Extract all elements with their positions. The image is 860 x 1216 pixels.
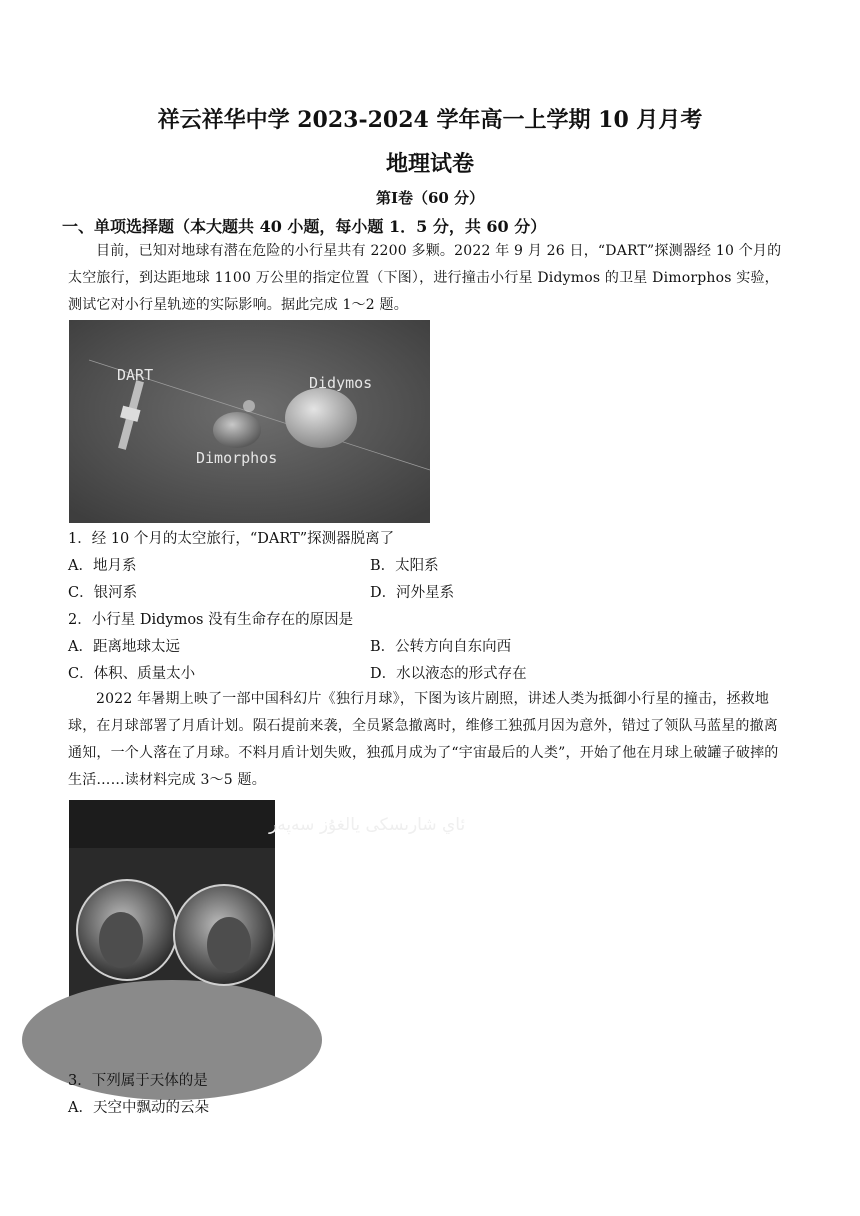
q1-option-c[interactable]: C．银河系 <box>68 585 138 601</box>
section-heading: 一、单项选择题（本大题共 40 小题，每小题 1．5 分，共 60 分） <box>62 217 547 236</box>
q1-option-d[interactable]: D．河外星系 <box>370 585 455 601</box>
dart-figure <box>69 320 430 523</box>
q2-option-c[interactable]: C．体积、质量太小 <box>68 666 196 682</box>
q2-option-b[interactable]: B．公转方向自东向西 <box>370 639 512 655</box>
exam-subject: 地理试卷 <box>385 151 474 177</box>
q1-option-a[interactable]: A．地月系 <box>68 558 137 574</box>
q1-stem: 1．经 10 个月的太空旅行，“DART”探测器脱离了 <box>68 531 395 547</box>
q1-option-b[interactable]: B．太阳系 <box>370 558 439 574</box>
dimorphos-shape <box>213 412 261 448</box>
passage-1: 目前，已知对地球有潜在危险的小行星共有 2200 多颗。2022 年 9 月 26 日，“DART”探测器经 10 个月的太空旅行，到达距地球 1100 万公里的指定位置（下图），进行撞击小行星 Didymos 的卫星 Dimorphos 实验，测试它对小行星轨迹的实际影响。据此完成 1～2 题。 <box>68 243 782 313</box>
q2-stem: 2．小行星 Didymos 没有生命存在的原因是 <box>68 612 354 628</box>
q3-stem: 3．下列属于天体的是 <box>68 1073 208 1089</box>
q3-option-a[interactable]: A．天空中飘动的云朵 <box>68 1100 209 1116</box>
dart-label: DART <box>117 366 154 384</box>
q2-option-a[interactable]: A．距离地球太远 <box>68 639 180 655</box>
dimorphos-label: Dimorphos <box>196 449 278 467</box>
didymos-shape <box>285 388 357 448</box>
movie-still-figure <box>69 800 466 1054</box>
exam-title: 祥云祥华中学 2023-2024 学年高一上学期 10 月月考 <box>157 107 703 133</box>
poster-text: ئاي شارىسكى يالغۇز سەپەر <box>269 815 466 835</box>
passage-2: 2022 年暑期上映了一部中国科幻片《独行月球》，下图为该片剧照，讲述人类为抵御小行星的撞击，拯救地球，在月球部署了月盾计划。陨石提前来袭，全员紧急撤离时，维修工独孤月因为意外，错过了领队马蓝星的撤离通知，一个人落在了月球。不料月盾计划失败，独孤月成为了“宇宙最后的人类”，开始了他在月球上破罐子破摔的生活……读材料完成 3～5 题。 <box>68 691 779 788</box>
volume-heading: 第Ⅰ卷（60 分） <box>375 189 485 207</box>
q2-option-d[interactable]: D．水以液态的形式存在 <box>370 666 527 682</box>
didymos-label: Didymos <box>309 374 373 392</box>
